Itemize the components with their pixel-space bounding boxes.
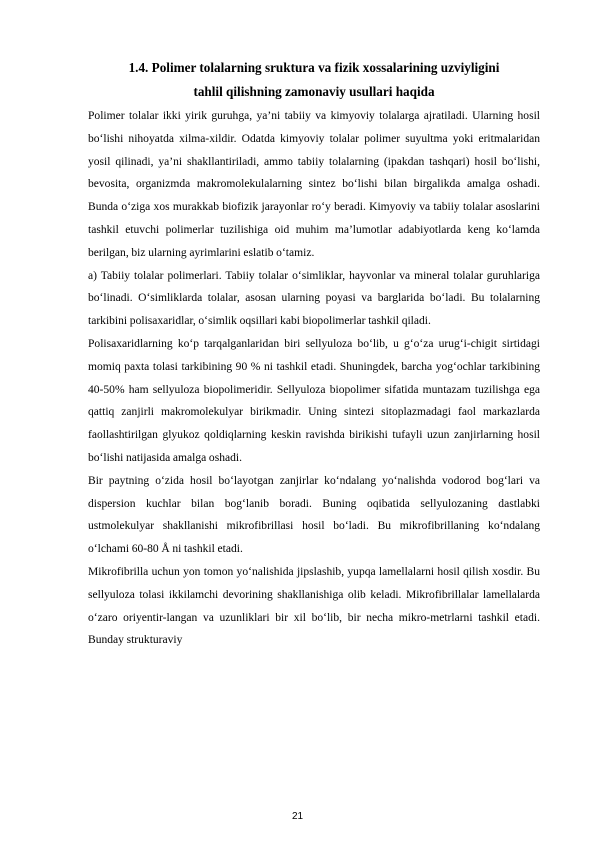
paragraph-natural-fibers: a) Tabiiy tolalar polimerlari. Tabiiy tolalar o‘simliklar, hayvonlar va mineral tolalar guruhlariga bo‘linadi. O‘simliklarda tolalar, asosan ularning poyasi va barglarida bo‘ladi. Bu tolalarning tarkibini polisaxaridlar, o‘simlik oqsillari kabi biopolimerlar tashkil qiladi. (88, 269, 540, 328)
section-heading-line-2: tahlil qilishning zamonaviy usullari haqida (193, 84, 435, 99)
paragraph-intro: Polimer tolalar ikki yirik guruhga, ya’ni tabiiy va kimyoviy tolalarga ajratiladi. Ularning hosil bo‘lishi nihoyatda xilma-xildir. Odatda kimyoviy tolalar polimer suyultma yoki eritmalaridan yosil qilinadi, ya’ni shakllantiriladi, ammo tabiiy tolalarning (ipakdan tashqari) hosil bo‘lishi, bevosita, organizmda makromolekulalarning sintez bo‘lishi bilan birgalikda amalga oshadi. Bunda o‘ziga xos murakkab biofizik jarayonlar ro‘y beradi. Kimyoviy va tabiiy tolalar asoslarini tashkil etuvchi polimerlar tuzilishiga oid muhim ma’lumotlar adabiyotlarda keng ko‘lamda berilgan, biz ularning ayrimlarini eslatib o‘tamiz. (88, 110, 540, 259)
section-heading-line-1: 1.4. Polimer tolalarning sruktura va fizik xossalarining uzviyligini (128, 60, 500, 75)
paragraph-cellulose: Polisaxaridlarning ko‘p tarqalganlaridan biri sellyuloza bo‘lib, u g‘o‘za urug‘i-chigit sirtidagi momiq paxta tolasi tarkibining 90 % ni tashkil etadi. Shuningdek, barcha yog‘ochlar tarkibining 40-50% ham sellyuloza biopolimeridir. Sellyuloza biopolimer sifatida muntazam tuzilishga ega qattiq zanjirli makromolekulyar birikmadir. Uning sintezi sitoplazmadagi faol markazlarda faollashtirilgan glyukoz qoldiqlarning keskin ravishda birikishi tufayli uzun zanjirlarning hosil bo‘lishi natijasida amalga oshadi. (88, 337, 540, 464)
paragraph-hydrogen-bonds: Bir paytning o‘zida hosil bo‘layotgan zanjirlar ko‘ndalang yo‘nalishda vodorod bog‘lari va dispersion kuchlar bilan bog‘lanib boradi. Buning oqibatida sellyulozaning dastlabki ustmolekulyar shakllanishi mikrofibrillasi hosil bo‘ladi. Bu mikrofibrillaning ko‘ndalang o‘lchami 60-80 Å ni tashkil etadi. (88, 474, 540, 556)
page-number: 21 (291, 811, 304, 822)
paragraph-microfibrils: Mikrofibrilla uchun yon tomon yo‘nalishida jipslashib, yupqa lamellalarni hosil qilish xosdir. Bu sellyuloza tolasi ikkilamchi devorining shakllanishiga olib keladi. Mikrofibrillalar lamellalarda o‘zaro oriyentir-langan va uzunliklari bir xil bo‘lib, bir necha mikro-metrlarni tashkil etadi. Bunday strukturaviy (88, 565, 540, 647)
document-page (88, 56, 540, 652)
section-heading (88, 56, 540, 104)
